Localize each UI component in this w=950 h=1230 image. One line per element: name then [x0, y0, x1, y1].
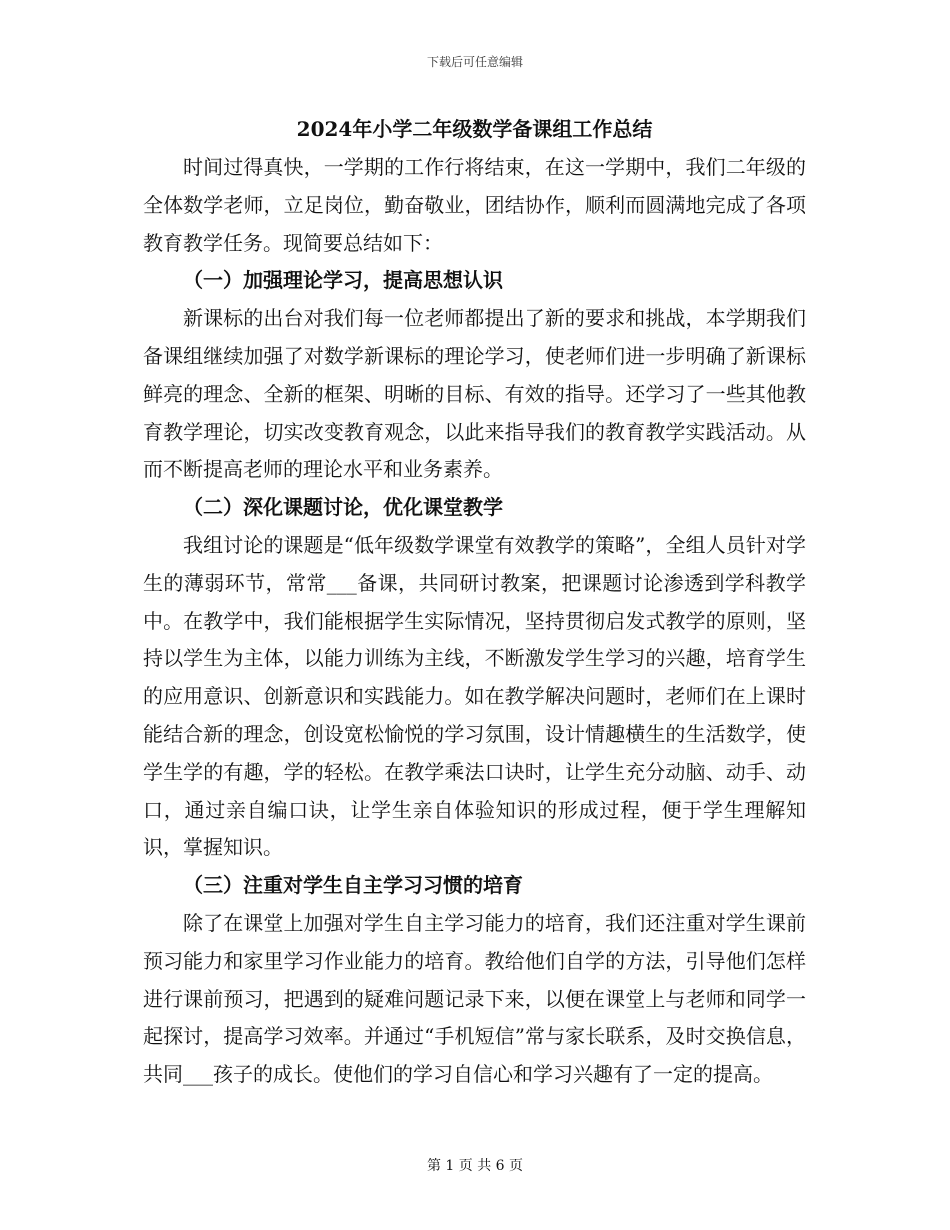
section-heading-1: （一）加强理论学习，提高思想认识 — [183, 268, 503, 293]
document-body — [143, 112, 806, 1094]
section-body-2: 我组讨论的课题是“低年级数学课堂有效教学的策略”，全组人员针对学生的薄弱环节，常常___备课，共同研讨教案，把课题讨论渗透到学科教学中。在教学中，我们能根据学生实际情况，坚持贯彻启发式教学的原则，坚持以学生为主体，以能力训练为主线，不断激发学生学习的兴趣，培育学生的应用意识、创新意识和实践能力。如在教学解决问题时，老师们在上课时能结合新的理念，创设宽松愉悦的学习氛围，设计情趣横生的生活数学，使学生学的有趣，学的轻松。在教学乘法口诀时，让学生充分动脑、动手、动口，通过亲自编口诀，让学生亲自体验知识的形成过程，便于学生理解知识，掌握知识。 — [143, 532, 806, 860]
section-body-1: 新课标的出台对我们每一位老师都提出了新的要求和挑战，本学期我们备课组继续加强了对数学新课标的理论学习，使老师们进一步明确了新课标鲜亮的理念、全新的框架、明晰的目标、有效的指导。还学习了一些其他教育教学理论，切实改变教育观念，以此来指导我们的教育教学实践活动。从而不断提高老师的理论水平和业务素养。 — [143, 306, 806, 482]
section-heading-3: （三）注重对学生自主学习习惯的培育 — [183, 873, 523, 898]
section-heading-2: （二）深化课题讨论，优化课堂教学 — [183, 495, 503, 520]
intro-paragraph: 时间过得真快，一学期的工作行将结束，在这一学期中，我们二年级的全体数学老师，立足岗位，勤奋敬业，团结协作，顺利而圆满地完成了各项教育教学任务。现简要总结如下： — [143, 155, 806, 255]
section-body-3: 除了在课堂上加强对学生自主学习能力的培育，我们还注重对学生课前预习能力和家里学习作业能力的培育。教给他们自学的方法，引导他们怎样进行课前预习，把遇到的疑难问题记录下来，以便在课堂上与老师和同学一起探讨，提高学习效率。并通过“手机短信”常与家长联系，及时交换信息，共同___孩子的成长。使他们的学习自信心和学习兴趣有了一定的提高。 — [143, 910, 806, 1087]
document-title: 2024年小学二年级数学备课组工作总结 — [296, 117, 653, 141]
header-note: 下载后可任意编辑 — [426, 55, 523, 69]
page-number: 第 1 页 共 6 页 — [426, 1158, 524, 1174]
